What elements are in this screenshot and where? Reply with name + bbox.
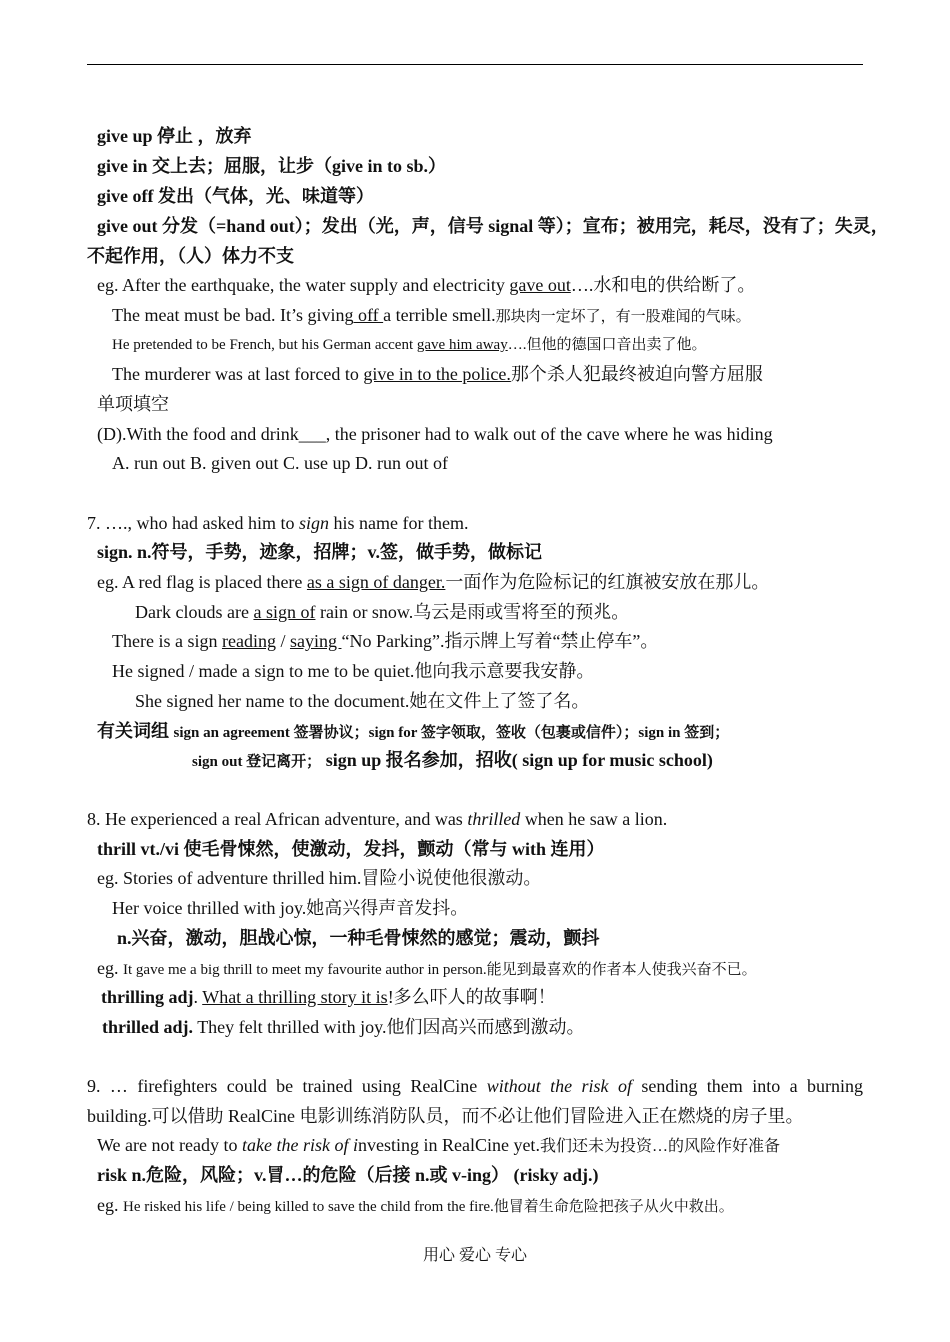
text: Dark clouds are: [135, 602, 254, 622]
text: /: [275, 631, 290, 651]
text: eg. A red flag is placed there: [97, 572, 307, 592]
underlined-phrase: give in to the police.: [363, 364, 511, 384]
text: his name for them.: [329, 513, 469, 533]
underlined-phrase: gave him away: [416, 337, 508, 353]
text: sending them into a burning: [631, 1076, 864, 1096]
text: 9. … firefighters could be trained using RealCine: [87, 1076, 487, 1096]
give-out-line: give out 分发（=hand out）；发出（光，声，信号 signal 等）；宣布；被用完，耗尽，没有了；失灵，: [97, 216, 889, 236]
underlined-phrase: What a thrilling story it is: [202, 987, 388, 1007]
text: sign an agreement 签署协议；sign for 签字领取，签收（包裹或信件）；sign in 签到；: [173, 725, 730, 741]
sign-example-2: [135, 600, 629, 624]
exercise-question: (D).With the food and drink___, the prisoner had to walk out of the cave where he was hiding: [97, 424, 773, 444]
underlined-phrase: gave out: [509, 275, 571, 295]
text: The meat must be bad. It’s giving: [112, 305, 354, 325]
underlined-phrase: reading: [221, 631, 276, 651]
header-rule: [87, 64, 863, 65]
text: rain or snow.乌云是雨或雪将至的预兆。: [315, 602, 630, 622]
translation: 一面作为危险标记的红旗被安放在那儿。: [445, 572, 770, 592]
text: It gave me a big thrill to meet my favourite author in person.能见到最喜欢的作者本人使我兴奋不已。: [123, 962, 757, 978]
thrill-example-2: Her voice thrilled with joy.她高兴得声音发抖。: [112, 898, 469, 918]
sign-example-5: She signed her name to the document.她在文件上了签了名。: [135, 691, 590, 711]
translation: 那个杀人犯最终被迫向警方屈服: [510, 364, 763, 384]
text: We are not ready to: [97, 1135, 242, 1155]
text: 8. He experienced a real African adventure, and was: [87, 809, 468, 829]
sign-phrases-2: [192, 748, 713, 774]
exercise-title: 单项填空: [97, 394, 169, 414]
text: He risked his life / being killed to save the child from the fire.他冒着生命危险把孩子从火中救出。: [123, 1199, 734, 1215]
text: eg.: [97, 1195, 123, 1215]
text: !多么吓人的故事啊！: [387, 987, 556, 1007]
give-example-1: [97, 273, 755, 297]
underlined-phrase: saying: [289, 631, 342, 651]
give-example-3: [112, 333, 706, 357]
sign-heading: [87, 511, 468, 535]
give-up-line: give up 停止 ，放弃: [97, 126, 252, 146]
text: sign out 登记离开；: [192, 754, 322, 770]
sign-example-4: He signed / made a sign to me to be quiet.他向我示意要我安静。: [112, 661, 595, 681]
text: sign up 报名参加，招收( sign up for music school): [321, 750, 713, 770]
risk-heading-1: [87, 1074, 863, 1098]
thrill-example-1: eg. Stories of adventure thrilled him.冒险小说使他很激动。: [97, 868, 542, 888]
give-off-line: give off 发出（气体，光、味道等）: [97, 186, 374, 206]
text: when he saw a lion.: [520, 809, 668, 829]
text: 有关词组: [97, 721, 174, 741]
text: nvesting in RealCine yet.: [357, 1135, 540, 1155]
give-in-line: give in 交上去；屈服，让步（give in to sb.）: [97, 156, 447, 176]
italic-phrase: take the risk of i: [241, 1135, 358, 1155]
text: a terrible smell.: [383, 305, 496, 325]
thrilling-adj-line: [101, 985, 556, 1009]
text: eg.: [97, 958, 123, 978]
italic-word: thrilled: [467, 809, 521, 829]
text: eg. After the earthquake, the water supply and electricity: [97, 275, 510, 295]
exercise-options: A. run out B. given out C. use up D. run out of: [112, 453, 448, 473]
sign-example-1: [97, 570, 769, 594]
risk-heading-2: building.可以借助 RealCine 电影训练消防队员，而不必让他们冒险进入正在燃烧的房子里。: [87, 1106, 804, 1126]
underlined-phrase: a sign of: [253, 602, 316, 622]
text: There is a sign: [112, 631, 222, 651]
sign-example-3: [112, 629, 658, 653]
term: thrilled adj.: [102, 1017, 194, 1037]
term: thrilling adj: [101, 987, 194, 1007]
thrill-heading: [87, 807, 667, 831]
page-footer: 用心 爱心 专心: [422, 1247, 527, 1264]
risk-example-1: [97, 1193, 734, 1219]
text: ….水和电的供给断了。: [570, 275, 756, 295]
risk-definition: risk n.危险，风险；v.冒…的危险（后接 n.或 v-ing） (risky adj.): [97, 1165, 599, 1185]
text: They felt thrilled with joy.他们因高兴而感到激动。: [193, 1017, 585, 1037]
translation: 那块肉一定坏了，有一股难闻的气味。: [495, 309, 751, 325]
text: “No Parking”.指示牌上写着“禁止停车”。: [341, 631, 659, 651]
text: The murderer was at last forced to: [112, 364, 364, 384]
text: He pretended to be French, but his German accent: [112, 337, 417, 353]
italic-word: sign: [298, 513, 329, 533]
text: ….但他的德国口音出卖了他。: [507, 337, 707, 353]
italic-phrase: without the risk of: [486, 1076, 632, 1096]
thrill-definition-verb: thrill vt./vi 使毛骨悚然，使激动，发抖，颤动（常与 with 连用）: [97, 839, 605, 859]
give-example-2: [112, 303, 751, 329]
risk-example-0: [97, 1133, 780, 1159]
underlined-phrase: as a sign of danger.: [306, 572, 446, 592]
thrilled-adj-line: [102, 1015, 584, 1039]
sign-phrases-1: [97, 719, 729, 745]
text: .: [193, 987, 203, 1007]
give-example-4: [112, 362, 763, 386]
thrill-example-3: [97, 956, 757, 982]
give-out-line-cont: 不起作用，（人）体力不支: [87, 246, 294, 266]
translation: 我们还未为投资…的风险作好准备: [539, 1138, 780, 1155]
text: 7. …., who had asked him to: [87, 513, 299, 533]
sign-definition: sign. n.符号，手势，迹象，招牌；v.签，做手势，做标记: [97, 542, 543, 562]
thrill-definition-noun: n.兴奋，激动，胆战心惊，一种毛骨悚然的感觉；震动，颤抖: [117, 928, 600, 948]
underlined-phrase: off: [353, 305, 384, 325]
